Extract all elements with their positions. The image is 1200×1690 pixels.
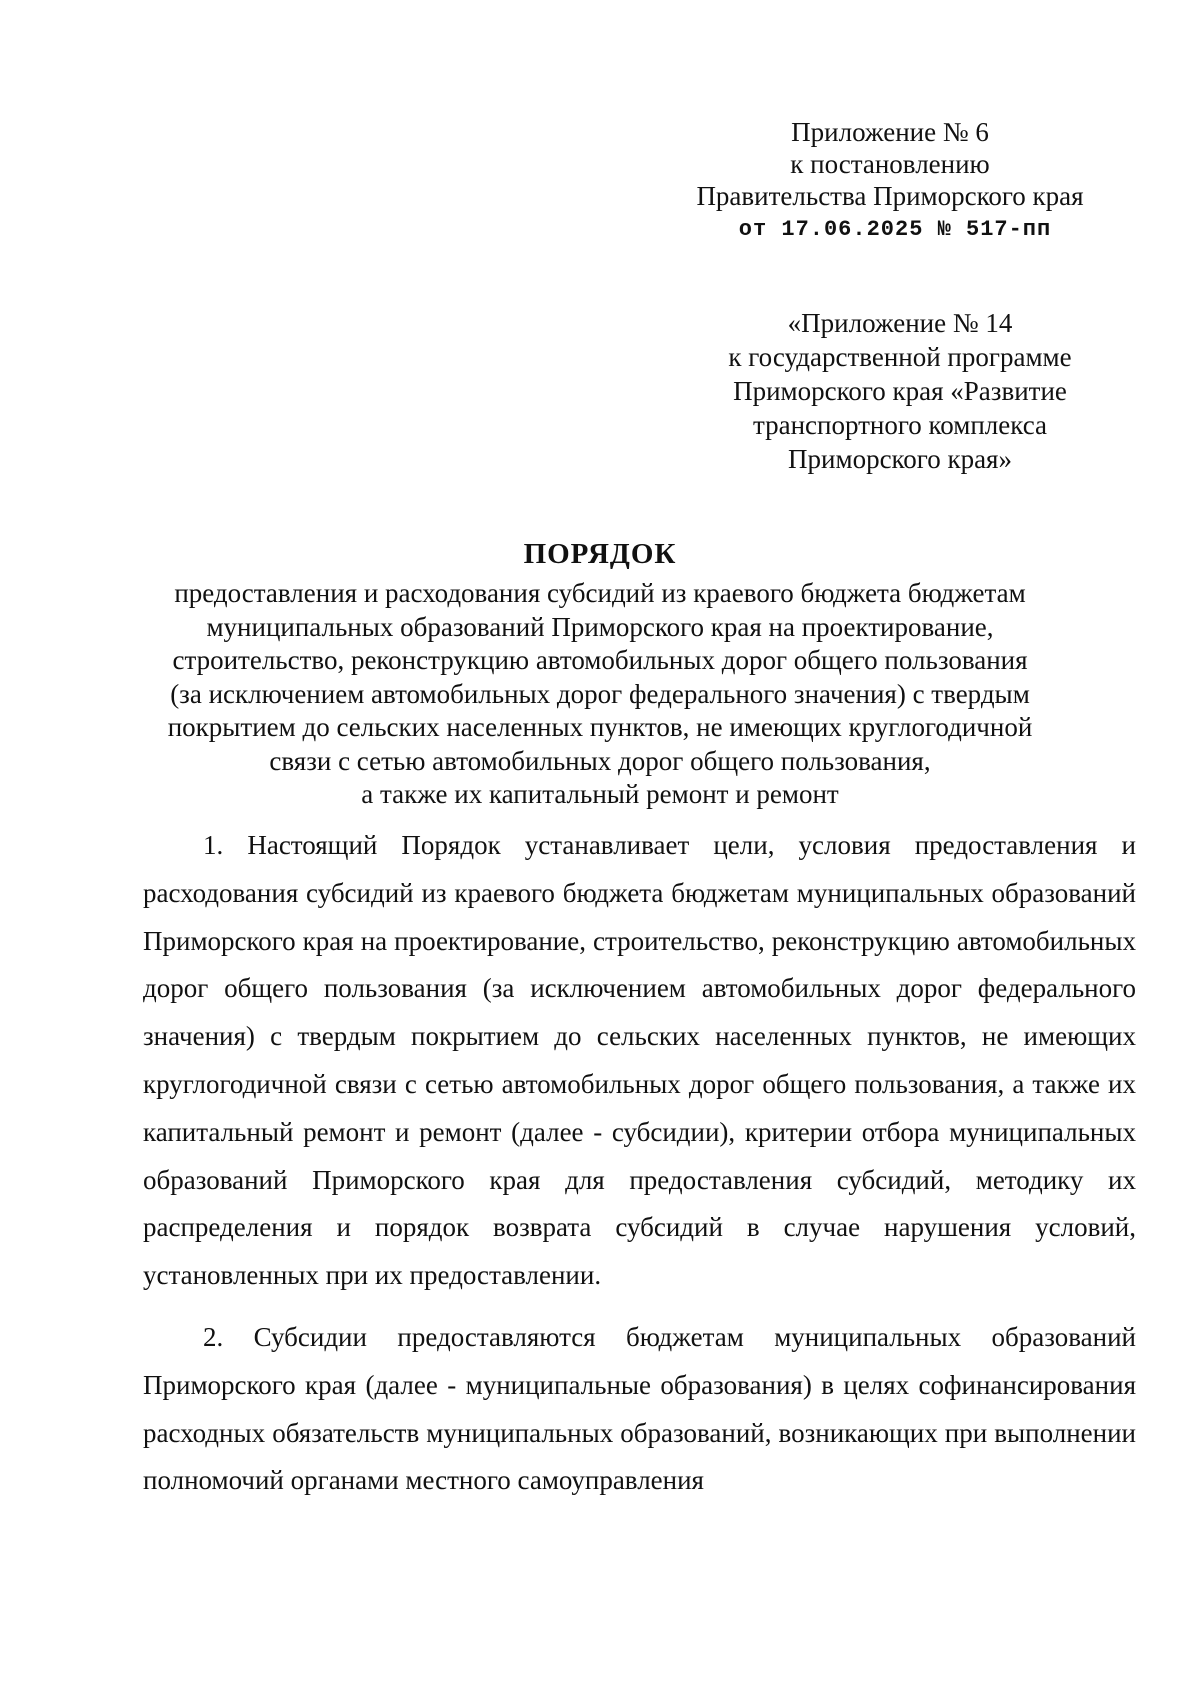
program-appendix-line-4: транспортного комплекса [752,410,1047,440]
program-appendix-header [690,306,1110,476]
paragraph-2: 2. Субсидии предоставляются бюджетам муниципальных образований Приморского края (далее - муниципальные образования) в целях софинансирования расходных обязательств муниципальных образований, возникающих при выполнении полномочий органами местного самоуправления [143,1321,1136,1496]
subtitle-line: строительство, реконструкцию автомобильных дорог общего пользования [172,645,1028,675]
appendix-line-3: Правительства Приморского края [696,181,1084,211]
subtitle-line: предоставления и расходования субсидий из краевого бюджета бюджетам [174,578,1026,608]
subtitle-line: муниципальных образований Приморского края на проектирование, [206,611,994,642]
document-subtitle [150,577,1050,812]
paragraph-1: 1. Настоящий Порядок устанавливает цели, условия предоставления и расходования субсидий из краевого бюджета бюджетам муниципальных образований Приморского края на проектирование, строительство, реконструкцию автомобильных дорог общего пользования (за исключением автомобильных дорог федерального значения) с твердым покрытием до сельских населенных пунктов, не имеющих круглогодичной связи с сетью автомобильных дорог общего пользования, а также их капитальный ремонт и ремонт (далее - субсидии), критерии отбора муниципальных образований Приморского края для предоставления субсидий, методику их распределения и порядок возврата субсидий в случае нарушения условий, установленных при их предоставлении. [143,830,1136,1291]
document-body [143,822,1136,1519]
decree-date-number: от 17.06.2025 № 517-пп [738,217,1052,242]
program-appendix-line-1: «Приложение № 14 [787,308,1013,338]
program-appendix-line-5: Приморского края» [788,444,1012,474]
subtitle-line: а также их капитальный ремонт и ремонт [361,779,839,809]
appendix-line-1: Приложение № 6 [791,117,989,147]
program-appendix-line-2: к государственной программе [728,342,1072,372]
subtitle-line: связи с сетью автомобильных дорог общего пользования, [269,745,931,776]
subtitle-line: (за исключением автомобильных дорог федерального значения) с твердым [170,678,1030,709]
appendix-header [660,116,1120,246]
appendix-line-2: к постановлению [790,149,990,179]
document-title: ПОРЯДОК [523,538,677,570]
program-appendix-line-3: Приморского края «Развитие [733,376,1067,406]
subtitle-line: покрытием до сельских населенных пунктов, не имеющих круглогодичной [167,712,1033,742]
